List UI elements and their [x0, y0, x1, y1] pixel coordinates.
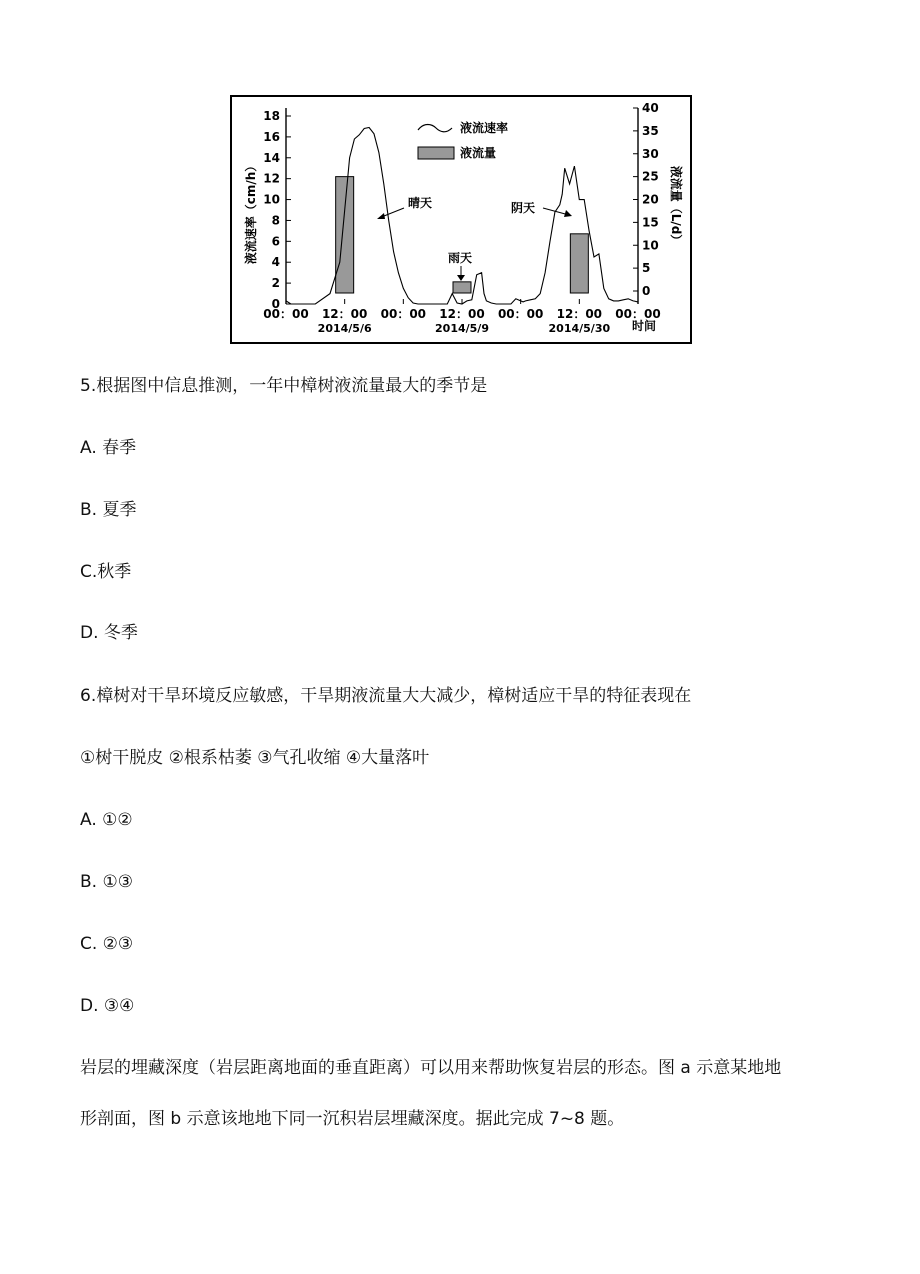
- legend-bar-icon: [418, 147, 454, 159]
- left-tick-label: 0: [271, 297, 280, 311]
- x-tick-label: 12：00: [439, 307, 485, 321]
- x-axis-label: 时间: [632, 319, 657, 333]
- left-tick-label: 6: [271, 234, 280, 249]
- date-labels: [318, 322, 611, 335]
- left-tick-label: 18: [263, 109, 280, 123]
- right-tick-label: 25: [642, 169, 659, 184]
- flow-volume-bar: [570, 234, 588, 293]
- left-tick-label: 14: [263, 150, 280, 165]
- q6-option-b[interactable]: B. ①③: [80, 872, 133, 892]
- left-tick-label: 2: [271, 276, 280, 291]
- q5-option-d[interactable]: D. 冬季: [80, 623, 138, 643]
- date-label: 2014/5/6: [317, 322, 372, 335]
- right-tick-label: 15: [642, 215, 659, 230]
- right-tick-label: 10: [642, 238, 659, 253]
- right-tick-label: 0: [642, 284, 651, 298]
- left-axis-label: 液流速率（cm/h）: [244, 159, 258, 265]
- q6-option-c[interactable]: C. ②③: [80, 934, 134, 954]
- left-tick-label: 12: [263, 171, 280, 186]
- x-tick-label: 00：00: [263, 307, 309, 321]
- right-tick-label: 30: [642, 146, 659, 161]
- question-6-items: ①树干脱皮 ②根系枯萎 ③气孔收缩 ④大量落叶: [80, 748, 430, 768]
- intro-paragraph-line-1: 岩层的埋藏深度（岩层距离地面的垂直距离）可以用来帮助恢复岩层的形态。图 a 示意某地地: [80, 1058, 782, 1078]
- left-tick-label: 16: [263, 129, 280, 144]
- sap-flow-chart: [228, 94, 693, 346]
- q5-option-a[interactable]: A. 春季: [80, 438, 137, 458]
- left-tick-label: 8: [271, 213, 280, 228]
- intro-paragraph-line-2: 形剖面，图 b 示意该地地下同一沉积岩层埋藏深度。据此完成 7~8 题。: [80, 1109, 625, 1129]
- q5-option-c[interactable]: C.秋季: [80, 562, 132, 582]
- right-tick-label: 5: [642, 261, 651, 276]
- left-tick-label: 4: [271, 255, 280, 270]
- legend-line-label: 液流速率: [460, 121, 509, 135]
- x-tick-label: 12：00: [556, 307, 603, 321]
- right-tick-label: 20: [642, 192, 659, 207]
- q6-option-a[interactable]: A. ①②: [80, 810, 133, 830]
- annotation-cloudy: 阴天: [511, 201, 536, 215]
- annotation-sunny: 晴天: [408, 196, 433, 210]
- date-label: 2014/5/30: [548, 322, 611, 335]
- q5-option-b[interactable]: B. 夏季: [80, 500, 137, 520]
- right-tick-label: 40: [642, 101, 659, 115]
- left-tick-label: 10: [263, 192, 280, 207]
- q6-option-d[interactable]: D. ③④: [80, 996, 135, 1016]
- right-tick-label: 35: [642, 123, 659, 138]
- annotation-rainy: 雨天: [448, 251, 473, 265]
- x-tick-label: 00：00: [497, 307, 544, 321]
- flow-volume-bar: [336, 177, 354, 293]
- flow-volume-bar: [453, 282, 471, 293]
- x-tick-label: 00：00: [615, 307, 661, 321]
- x-tick-label: 12：00: [321, 307, 368, 321]
- legend-bar-label: 液流量: [460, 146, 497, 160]
- right-axis-label: 液流量（L/d）: [669, 165, 683, 247]
- x-tick-label: 00：00: [380, 307, 427, 321]
- question-5-stem: 5.根据图中信息推测，一年中樟树液流量最大的季节是: [80, 376, 488, 396]
- question-6-stem: 6.樟树对干旱环境反应敏感，干旱期液流量大大减少，樟树适应干旱的特征表现在: [80, 686, 692, 706]
- date-label: 2014/5/9: [435, 322, 489, 335]
